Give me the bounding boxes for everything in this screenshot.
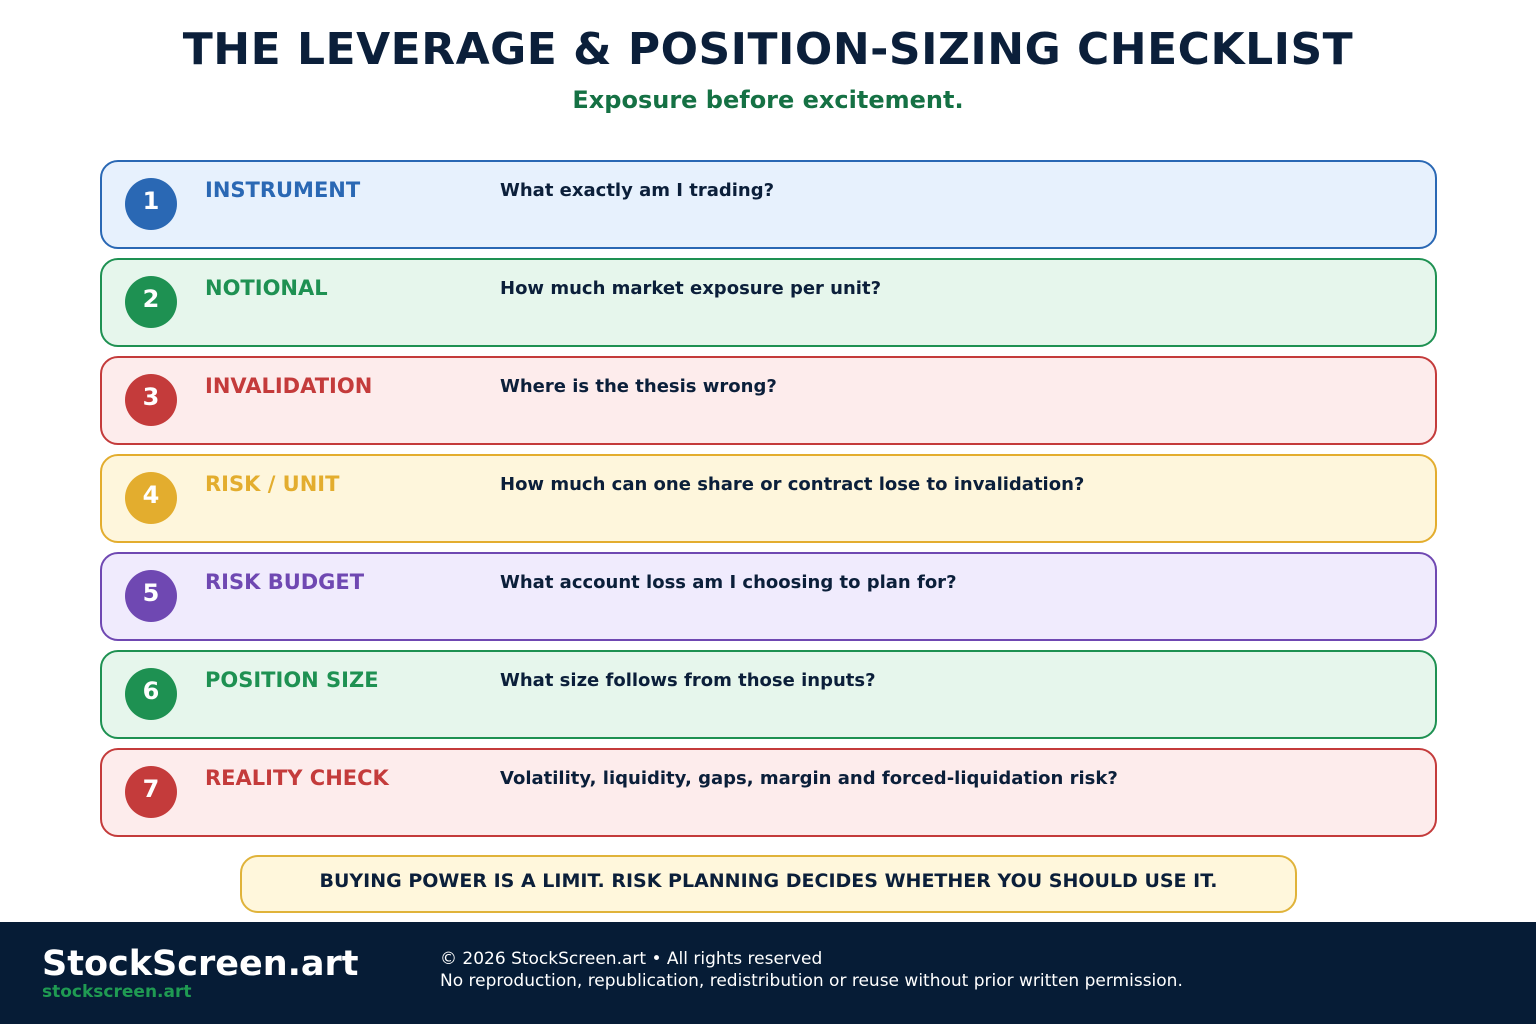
step-label: NOTIONAL (205, 276, 328, 300)
brand-name: StockScreen.art (42, 944, 359, 984)
step-number-badge: 2 (125, 276, 177, 328)
checklist-item-instrument (100, 160, 1437, 249)
brand-url: stockscreen.art (42, 982, 192, 1002)
step-label: REALITY CHECK (205, 766, 389, 790)
checklist-item-risk-budget (100, 552, 1437, 641)
checklist (100, 160, 1437, 846)
step-label: INSTRUMENT (205, 178, 361, 202)
copyright-text: © 2026 StockScreen.art • All rights reserved (440, 949, 823, 969)
checklist-item-risk-per-unit (100, 454, 1437, 543)
page-title: THE LEVERAGE & POSITION-SIZING CHECKLIST (182, 24, 1354, 75)
step-label: RISK / UNIT (205, 472, 340, 496)
step-label: POSITION SIZE (205, 668, 379, 692)
checklist-item-notional (100, 258, 1437, 347)
step-number-badge: 6 (125, 668, 177, 720)
step-label: INVALIDATION (205, 374, 373, 398)
step-number-badge: 1 (125, 178, 177, 230)
step-number-badge: 5 (125, 570, 177, 622)
footer (0, 922, 1536, 1024)
checklist-item-reality-check (100, 748, 1437, 837)
page-subtitle: Exposure before excitement. (572, 86, 964, 114)
step-question: What size follows from those inputs? (500, 670, 876, 691)
step-number-badge: 3 (125, 374, 177, 426)
step-label: RISK BUDGET (205, 570, 365, 594)
step-question: Volatility, liquidity, gaps, margin and forced-liquidation risk? (500, 768, 1118, 789)
step-question: What exactly am I trading? (500, 180, 775, 201)
step-question: How much can one share or contract lose to invalidation? (500, 474, 1085, 495)
checklist-item-position-size (100, 650, 1437, 739)
key-takeaway-callout: BUYING POWER IS A LIMIT. RISK PLANNING DECIDES WHETHER YOU SHOULD USE IT. (240, 855, 1297, 913)
step-number-badge: 4 (125, 472, 177, 524)
step-number-badge: 7 (125, 766, 177, 818)
step-question: How much market exposure per unit? (500, 278, 882, 299)
checklist-item-invalidation (100, 356, 1437, 445)
step-question: What account loss am I choosing to plan for? (500, 572, 957, 593)
rights-notice: No reproduction, republication, redistribution or reuse without prior written permission. (440, 971, 1183, 991)
step-question: Where is the thesis wrong? (500, 376, 777, 397)
